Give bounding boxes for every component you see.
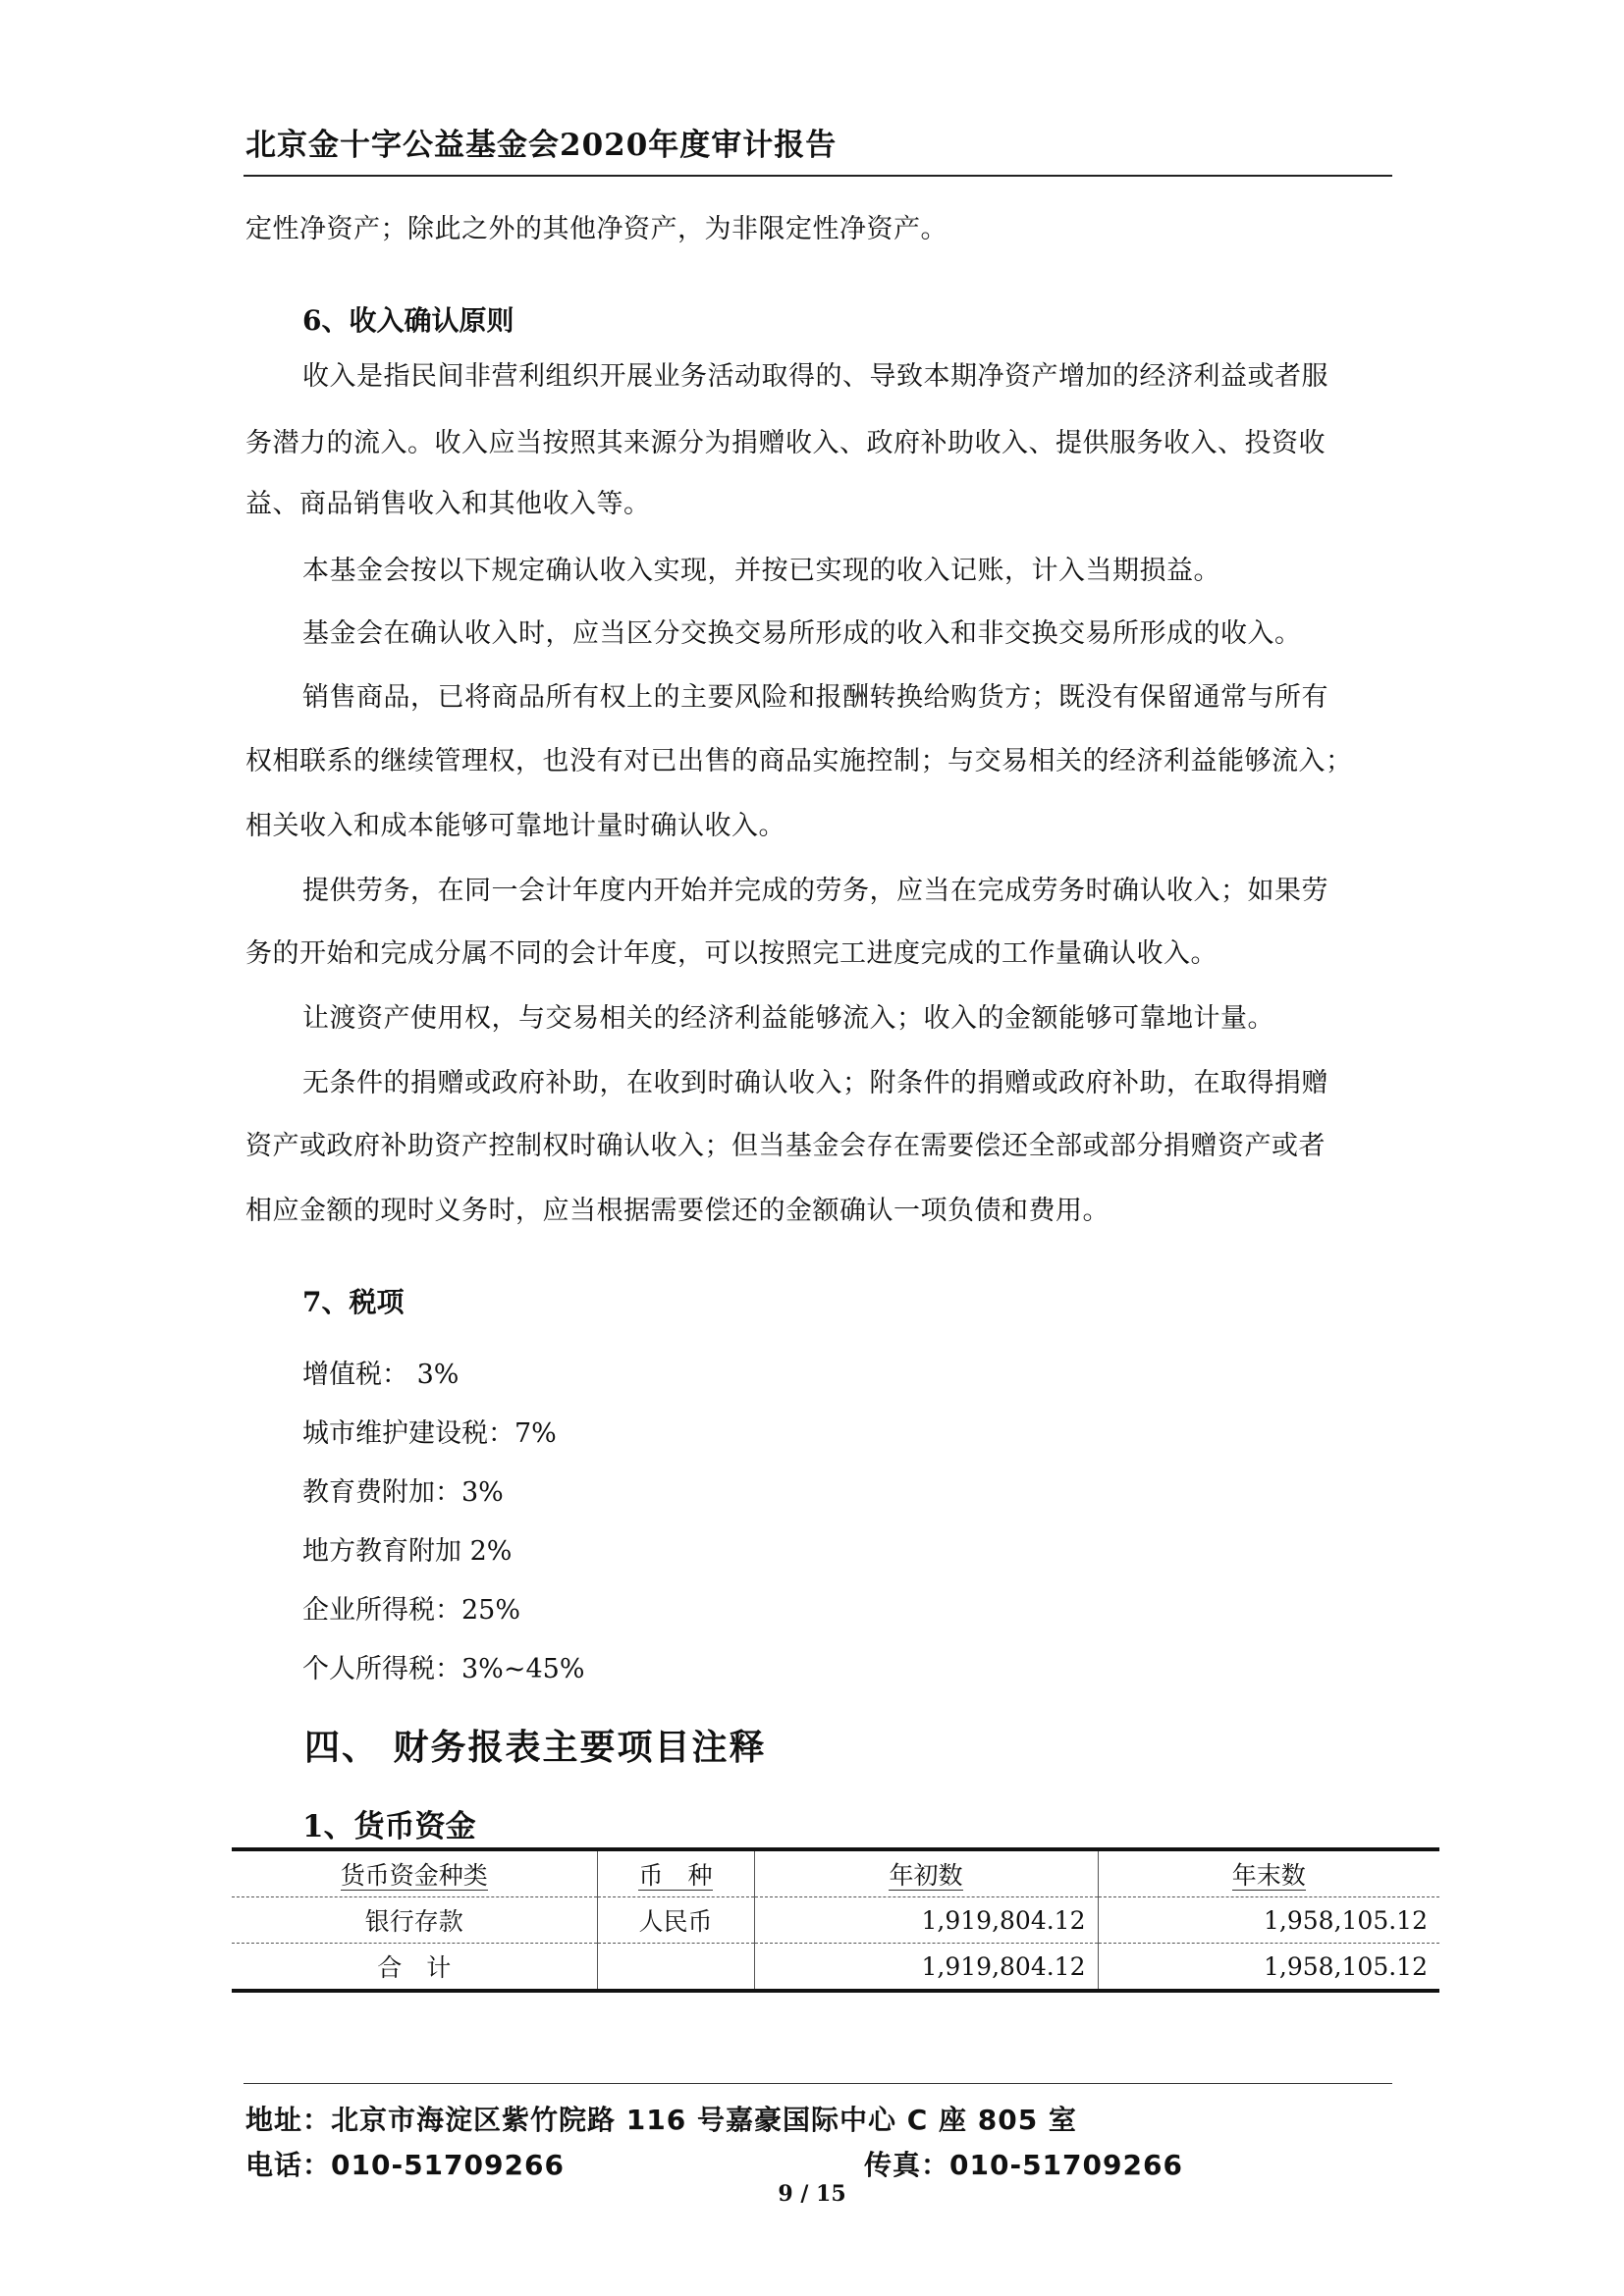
paragraph-line: 资产或政府补助资产控制权时确认收入；但当基金会存在需要偿还全部或部分捐赠资产或者 — [245, 1131, 1326, 1161]
paragraph-line: 收入是指民间非营利组织开展业务活动取得的、导致本期净资产增加的经济利益或者服 — [302, 361, 1328, 392]
page-number: 9 / 15 — [778, 2181, 846, 2207]
table-cell: 银行存款 — [232, 1897, 597, 1944]
footer-divider — [244, 2083, 1392, 2084]
paragraph-line: 务的开始和完成分属不同的会计年度，可以按照完工进度完成的工作量确认收入。 — [245, 938, 1218, 969]
paragraph-line: 相关收入和成本能够可靠地计量时确认收入。 — [245, 811, 785, 841]
table-cell: 1,958,105.12 — [1098, 1897, 1439, 1944]
tax-item: 个人所得税：3%~45% — [302, 1654, 585, 1684]
paragraph-line: 基金会在确认收入时，应当区分交换交易所形成的收入和非交换交易所形成的收入。 — [302, 618, 1302, 649]
header-divider — [244, 175, 1392, 177]
paragraph-line: 定性净资产；除此之外的其他净资产，为非限定性净资产。 — [245, 214, 947, 244]
footer-address: 地址：北京市海淀区紫竹院路 116 号嘉豪国际中心 C 座 805 室 — [245, 2104, 1077, 2136]
table-cell: 1,919,804.12 — [754, 1897, 1098, 1944]
paragraph-line: 无条件的捐赠或政府补助，在收到时确认收入；附条件的捐赠或政府补助，在取得捐赠 — [302, 1068, 1328, 1098]
table-row-total — [232, 1944, 1439, 1992]
table-cell: 合 计 — [377, 1953, 452, 1982]
paragraph-line: 让渡资产使用权，与交易相关的经济利益能够流入；收入的金额能够可靠地计量。 — [302, 1003, 1274, 1034]
column-header: 年末数 — [1098, 1849, 1439, 1897]
table-cell: 1,958,105.12 — [1098, 1944, 1439, 1992]
table-header-row — [232, 1849, 1439, 1897]
cash-funds-table — [232, 1847, 1439, 1993]
tax-item: 增值税： 3% — [302, 1360, 460, 1390]
section-heading-taxes: 7、税项 — [302, 1286, 405, 1318]
column-header: 货币资金种类 — [232, 1849, 597, 1897]
footer-phone: 电话：010-51709266 — [245, 2149, 565, 2181]
table-row — [232, 1897, 1439, 1944]
section-title-notes: 四、 财务报表主要项目注释 — [304, 1727, 767, 1768]
paragraph-line: 销售商品，已将商品所有权上的主要风险和报酬转换给购货方；既没有保留通常与所有 — [302, 682, 1328, 713]
table-cell: 人民币 — [597, 1897, 754, 1944]
paragraph-line: 权相联系的继续管理权，也没有对已出售的商品实施控制；与交易相关的经济利益能够流入； — [245, 746, 1353, 776]
tax-item: 教育费附加：3% — [302, 1477, 504, 1508]
tax-item: 城市维护建设税：7% — [302, 1418, 557, 1449]
paragraph-line: 相应金额的现时义务时，应当根据需要偿还的金额确认一项负债和费用。 — [245, 1196, 1110, 1226]
tax-item: 地方教育附加 2% — [302, 1536, 513, 1567]
table-cell — [597, 1944, 754, 1992]
subsection-title-cash: 1、货币资金 — [302, 1809, 476, 1844]
paragraph-line: 本基金会按以下规定确认收入实现，并按已实现的收入记账，计入当期损益。 — [302, 556, 1220, 586]
column-header: 币 种 — [597, 1849, 754, 1897]
tax-item: 企业所得税：25% — [302, 1595, 521, 1626]
paragraph-line: 务潜力的流入。收入应当按照其来源分为捐赠收入、政府补助收入、提供服务收入、投资收 — [245, 428, 1326, 458]
table-cell: 1,919,804.12 — [754, 1944, 1098, 1992]
column-header: 年初数 — [754, 1849, 1098, 1897]
section-heading-revenue: 6、收入确认原则 — [302, 304, 514, 337]
paragraph-line: 益、商品销售收入和其他收入等。 — [245, 489, 651, 519]
footer-fax: 传真：010-51709266 — [864, 2149, 1183, 2181]
paragraph-line: 提供劳务，在同一会计年度内开始并完成的劳务，应当在完成劳务时确认收入；如果劳 — [302, 876, 1328, 906]
report-header-title: 北京金十字公益基金会2020年度审计报告 — [245, 128, 838, 163]
